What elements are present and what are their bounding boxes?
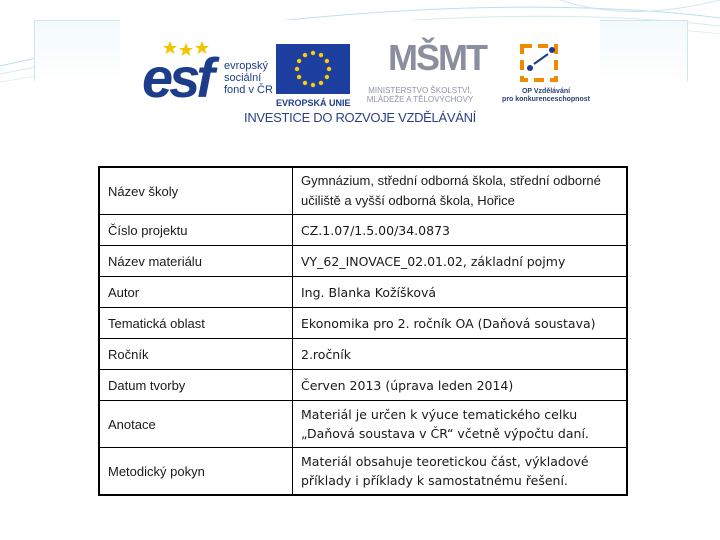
eu-star [325,59,329,63]
row-value: Ekonomika pro 2. ročník OA (Daňová soustava) [293,308,628,339]
esf-caption [224,60,273,96]
esf-line-2: sociální [224,72,262,84]
esf-line-3: fond v ČR [224,84,273,96]
op-caption [496,88,596,104]
table-row [99,448,627,496]
eu-star [295,67,299,71]
row-label: Autor [99,277,293,308]
eu-flag-icon [276,44,350,94]
table-row [99,167,627,215]
table-row [99,308,627,339]
info-table [98,166,628,496]
eu-star [303,53,307,57]
eu-caption: EVROPSKÁ UNIE [276,98,351,108]
investice-slogan: INVESTICE DO ROZVOJE VZDĚLÁVÁNÍ [244,110,476,125]
eu-star [297,59,301,63]
row-value: Ing. Blanka Kožíšková [293,277,628,308]
row-value: Červen 2013 (úprava leden 2014) [293,370,628,401]
esf-logo: esf [142,46,211,109]
row-label: Ročník [99,339,293,370]
eu-star [303,81,307,85]
row-value: VY_62_INOVACE_02.01.02, základní pojmy [293,246,628,277]
logo-banner [120,20,600,136]
row-label: Datum tvorby [99,370,293,401]
row-value: Materiál obsahuje teoretickou část, výkladové příklady i příklady k samostatnému řešení. [293,448,628,496]
eu-star [319,81,323,85]
eu-star [311,51,315,55]
op-line-2: pro konkurenceschopnost [502,96,590,103]
row-label: Tematická oblast [99,308,293,339]
row-label: Anotace [99,401,293,448]
msmt-logo: MŠMT [388,37,486,78]
eu-star [297,75,301,79]
table-row [99,401,627,448]
eu-star [311,83,315,87]
eu-star [325,75,329,79]
eu-star [327,67,331,71]
row-value: CZ.1.07/1.5.00/34.0873 [293,215,628,246]
row-value: Gymnázium, střední odborná škola, střední odborné učiliště a vyšší odborná škola, Hořice [293,167,628,215]
row-value: Materiál je určen k výuce tematického celku „Daňová soustava v ČR“ včetně výpočtu daní. [293,401,628,448]
esf-line-1: evropský [224,60,269,72]
msmt-line-1: MINISTERSTVO ŠKOLSTVÍ, [368,86,472,95]
row-label: Název školy [99,167,293,215]
table-row [99,277,627,308]
row-label: Název materiálu [99,246,293,277]
op-line-1: OP Vzdělávání [521,88,571,95]
row-label: Metodický pokyn [99,448,293,496]
table-row [99,246,627,277]
op-logo-icon [512,40,574,88]
msmt-caption [360,86,480,104]
table-row [99,370,627,401]
msmt-line-2: MLÁDEŽE A TĚLOVÝCHOVY [366,95,474,104]
table-row [99,339,627,370]
eu-star [319,53,323,57]
table-row [99,215,627,246]
row-value: 2.ročník [293,339,628,370]
row-label: Číslo projektu [99,215,293,246]
